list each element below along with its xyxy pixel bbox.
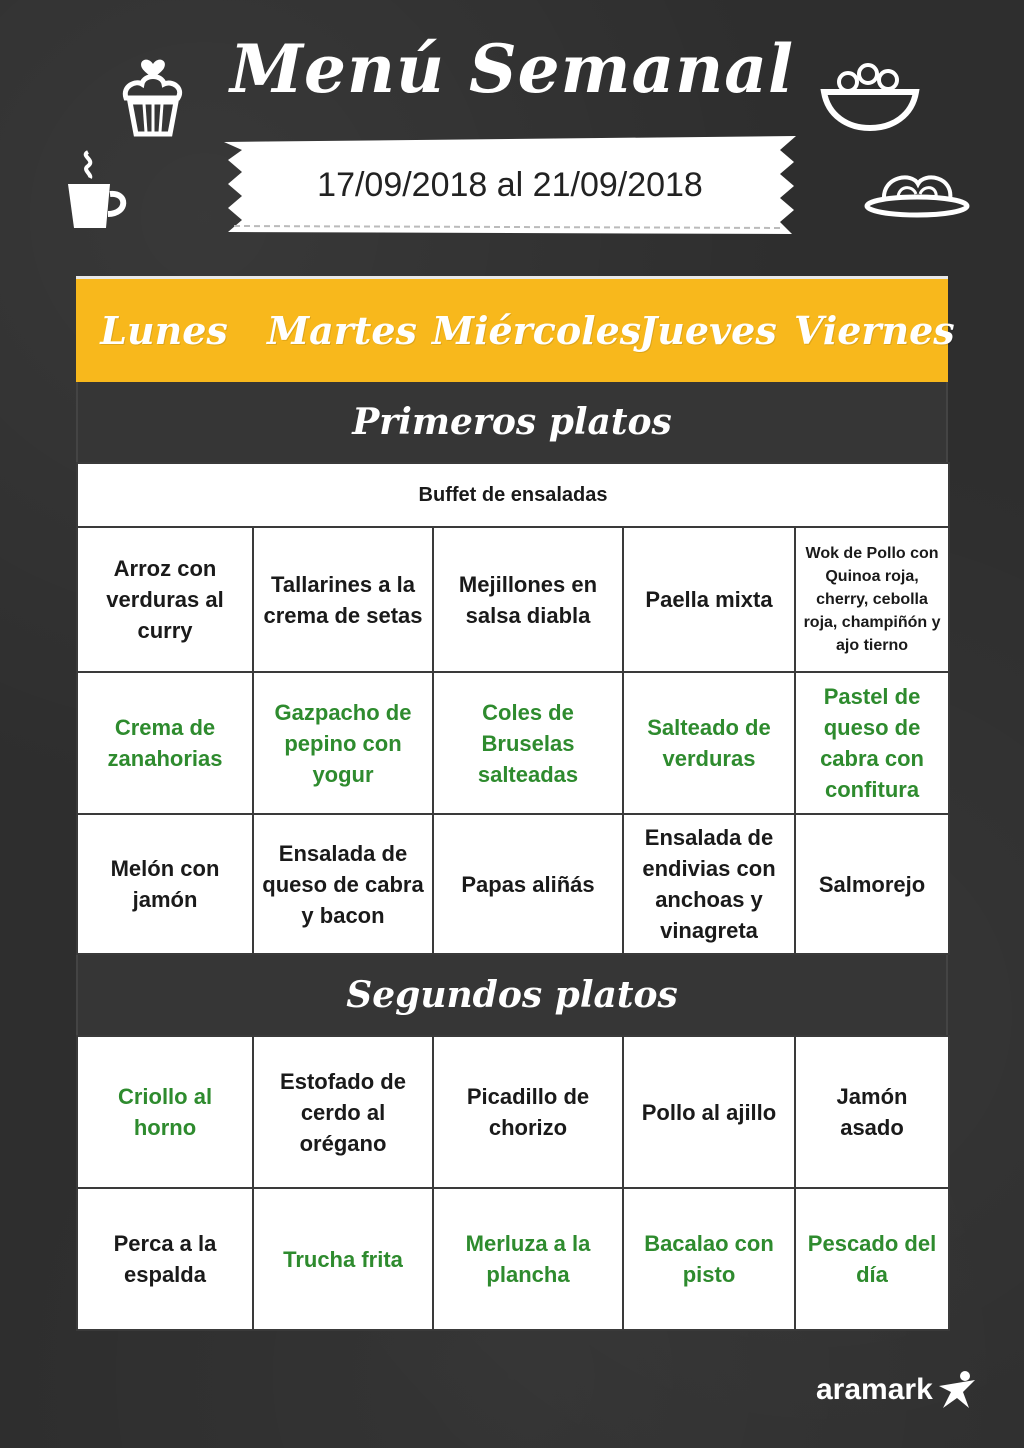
menu-cell: Merluza a la plancha	[433, 1188, 623, 1330]
day-friday: Viernes	[794, 308, 955, 353]
day-tuesday: Martes	[267, 308, 417, 353]
aramark-star-icon	[935, 1368, 979, 1412]
menu-cell: Arroz con verduras al curry	[77, 527, 253, 672]
menu-cell: Picadillo de chorizo	[433, 1036, 623, 1188]
date-banner	[224, 136, 796, 234]
segundos-heading: Segundos platos	[76, 955, 948, 1035]
menu-cell: Pollo al ajillo	[623, 1036, 795, 1188]
menu-cell: Tallarines a la crema de setas	[253, 527, 433, 672]
menu-cell: Criollo al horno	[77, 1036, 253, 1188]
cupcake-icon	[118, 56, 188, 140]
menu-cell: Pastel de queso de cabra con confitura	[795, 672, 949, 814]
day-wednesday: Miércoles	[432, 308, 642, 353]
menu-cell: Paella mixta	[623, 527, 795, 672]
menu-cell: Salmorejo	[795, 814, 949, 954]
menu-cell: Gazpacho de pepino con yogur	[253, 672, 433, 814]
day-monday: Lunes	[100, 308, 228, 353]
menu-cell: Trucha frita	[253, 1188, 433, 1330]
days-header	[76, 276, 955, 382]
menu-cell: Ensalada de queso de cabra y bacon	[253, 814, 433, 954]
menu-cell: Bacalao con pisto	[623, 1188, 795, 1330]
aramark-logo	[816, 1368, 979, 1412]
table-row	[77, 1036, 949, 1188]
menu-cell: Wok de Pollo con Quinoa roja, cherry, cebolla roja, champiñón y ajo tierno	[795, 527, 949, 672]
day-thursday: Jueves	[639, 308, 777, 353]
primeros-table	[76, 462, 950, 955]
table-row	[77, 814, 949, 954]
coffee-cup-icon	[62, 148, 132, 234]
menu-cell: Mejillones en salsa diabla	[433, 527, 623, 672]
page-title: Menú Semanal	[229, 30, 795, 108]
logo-text: aramark	[816, 1373, 933, 1406]
table-row	[77, 672, 949, 814]
menu-cell: Melón con jamón	[77, 814, 253, 954]
menu-cell: Papas aliñás	[433, 814, 623, 954]
menu-cell: Estofado de cerdo al orégano	[253, 1036, 433, 1188]
weekly-menu	[76, 276, 955, 1331]
segundos-table	[76, 1035, 950, 1331]
buffet-cell: Buffet de ensaladas	[77, 463, 949, 527]
salad-bowl-icon	[820, 60, 920, 132]
menu-cell: Pescado del día	[795, 1188, 949, 1330]
pasta-plate-icon	[864, 166, 970, 222]
menu-cell: Crema de zanahorias	[77, 672, 253, 814]
table-row	[77, 463, 949, 527]
menu-cell: Perca a la espalda	[77, 1188, 253, 1330]
table-row	[77, 1188, 949, 1330]
menu-cell: Salteado de verduras	[623, 672, 795, 814]
date-range: 17/09/2018 al 21/09/2018	[317, 165, 703, 204]
menu-cell: Jamón asado	[795, 1036, 949, 1188]
menu-cell: Ensalada de endivias con anchoas y vinagreta	[623, 814, 795, 954]
primeros-heading: Primeros platos	[76, 382, 948, 462]
table-row	[77, 527, 949, 672]
menu-cell: Coles de Bruselas salteadas	[433, 672, 623, 814]
